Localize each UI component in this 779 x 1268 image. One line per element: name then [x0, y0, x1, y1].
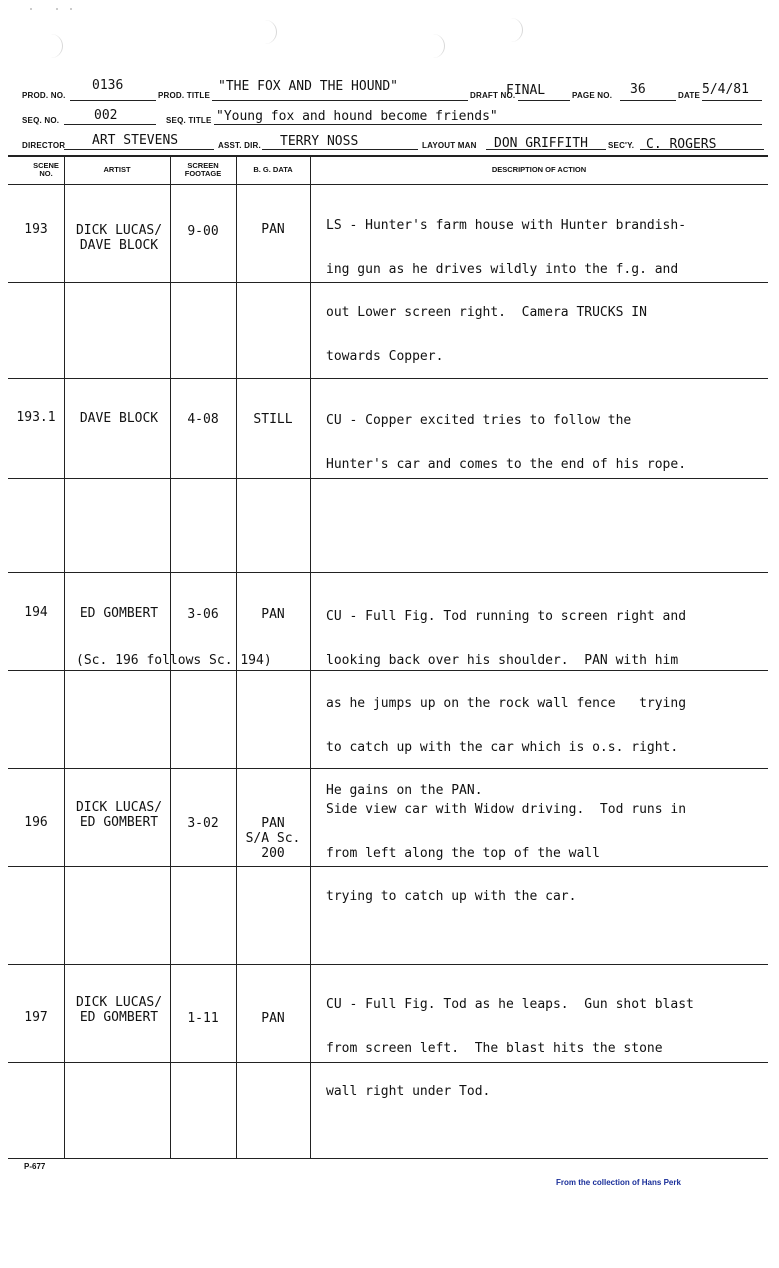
artist-name: [64, 223, 174, 253]
bg-data: PAN: [261, 1011, 285, 1026]
artist-name: [64, 995, 174, 1025]
description-line: CU - Full Fig. Tod as he leaps. Gun shot blast: [326, 997, 694, 1012]
asst-dir-label: ASST. DIR.: [218, 141, 261, 150]
artist-line: DAVE BLOCK: [79, 238, 159, 253]
action-description: [326, 969, 694, 1129]
table-top-rule: [8, 155, 768, 157]
description-line: out Lower screen right. Camera TRUCKS IN: [326, 305, 647, 320]
artist-line: DICK LUCAS/: [75, 995, 163, 1010]
action-description: [326, 385, 686, 501]
prod-title-label: PROD. TITLE: [158, 91, 210, 100]
row-divider: [8, 572, 768, 573]
director-label: DIRECTOR: [22, 141, 66, 150]
underline: [64, 124, 156, 125]
underline: [262, 149, 418, 150]
prod-no-value: 0136: [92, 78, 124, 93]
bg-data: STILL: [253, 412, 293, 427]
punch-hole: [508, 18, 523, 42]
date-value: 5/4/81: [702, 82, 749, 97]
punch-hole: [430, 34, 445, 58]
description-line: He gains on the PAN.: [326, 783, 483, 798]
collection-credit: From the collection of Hans Perk: [556, 1178, 681, 1187]
screen-footage: 9-00: [187, 224, 219, 239]
screen-footage: 4-08: [187, 412, 219, 427]
speck: [56, 8, 58, 10]
description-line: trying to catch up with the car.: [326, 889, 577, 904]
page-no-label: PAGE NO.: [572, 91, 613, 100]
scene-table: [8, 156, 768, 1158]
underline: [702, 100, 762, 101]
secy-value: C. ROGERS: [646, 137, 717, 152]
layout-man-label: LAYOUT MAN: [422, 141, 477, 150]
description-line: looking back over his shoulder. PAN with him: [326, 652, 679, 668]
artist-line: ED GOMBERT: [79, 606, 159, 621]
row-divider: [8, 184, 768, 185]
underline: [64, 149, 214, 150]
description-line: Side view car with Widow driving. Tod runs in: [326, 802, 687, 817]
table-bottom-border: [8, 1158, 768, 1159]
artist-line: DAVE BLOCK: [79, 411, 159, 426]
prod-title-value: "THE FOX AND THE HOUND": [218, 79, 399, 94]
scene-number: 196: [24, 815, 48, 830]
director-value: ART STEVENS: [92, 133, 179, 148]
underline: [70, 100, 156, 101]
scene-number: 193.1: [16, 410, 56, 425]
artist-name: [64, 411, 174, 426]
seq-no-label: SEQ. NO.: [22, 116, 60, 125]
prod-no-label: PROD. NO.: [22, 91, 66, 100]
description-line: from screen left. The blast hits the stone: [326, 1040, 663, 1056]
speck: [30, 8, 32, 10]
artist-line: DICK LUCAS/: [75, 223, 163, 238]
col-header-scene-no: SCENE NO.: [33, 161, 59, 178]
description-line: CU - Copper excited tries to follow the: [326, 413, 632, 428]
artist-name: [64, 800, 174, 830]
description-line: CU - Full Fig. Tod running to screen right and: [326, 609, 687, 624]
description-line: wall right under Tod.: [326, 1084, 491, 1099]
description-line: as he jumps up on the rock wall fence trying: [326, 696, 687, 711]
screen-footage: 1-11: [187, 1011, 219, 1026]
bg-data: PAN: [261, 607, 285, 622]
bg-data: [236, 816, 310, 861]
bg-data: PAN: [261, 222, 285, 237]
page-no-value: 36: [630, 82, 646, 97]
bg-line: 200: [261, 846, 285, 861]
bg-line: PAN: [261, 816, 285, 831]
draft-no-value: FINAL: [506, 83, 546, 98]
punch-hole: [48, 34, 63, 58]
speck: [70, 8, 72, 10]
col-header-bg-data: B. G. DATA: [253, 165, 293, 174]
bg-line: S/A Sc.: [245, 831, 301, 846]
scene-number: 193: [24, 222, 48, 237]
screen-footage: 3-06: [187, 607, 219, 622]
scene-note: (Sc. 196 follows Sc. 194): [76, 653, 272, 668]
secy-label: SEC'Y.: [608, 141, 635, 150]
col-header-screen-footage: SCREEN FOOTAGE: [184, 161, 222, 178]
action-description: [326, 190, 686, 393]
description-line: Hunter's car and comes to the end of his rope.: [326, 456, 687, 472]
artist-name: [64, 606, 174, 621]
seq-title-label: SEQ. TITLE: [166, 116, 212, 125]
col-divider: [310, 156, 311, 1158]
asst-dir-value: TERRY NOSS: [280, 134, 359, 149]
description-line: ing gun as he drives wildly into the f.g. and: [326, 261, 679, 277]
underline: [214, 124, 762, 125]
description-line: to catch up with the car which is o.s. right.: [326, 739, 679, 755]
col-header-artist: ARTIST: [103, 165, 131, 174]
action-description: [326, 774, 686, 934]
description-line: towards Copper.: [326, 348, 444, 364]
screen-footage: 3-02: [187, 816, 219, 831]
punch-hole: [262, 20, 277, 44]
description-line: LS - Hunter's farm house with Hunter brandish-: [326, 218, 687, 233]
row-divider: [8, 964, 768, 965]
description-line: from left along the top of the wall: [326, 845, 600, 861]
date-label: DATE: [678, 91, 700, 100]
seq-title-value: "Young fox and hound become friends": [216, 109, 498, 124]
draft-no-label: DRAFT NO.: [470, 91, 516, 100]
scene-number: 194: [24, 605, 48, 620]
underline: [518, 100, 570, 101]
underline: [620, 100, 676, 101]
artist-line: DICK LUCAS/: [75, 800, 163, 815]
col-header-description: DESCRIPTION OF ACTION: [491, 165, 587, 174]
form-number: P-677: [24, 1162, 46, 1171]
underline: [212, 100, 468, 101]
artist-line: ED GOMBERT: [79, 1010, 159, 1025]
layout-man-value: DON GRIFFITH: [494, 136, 588, 151]
artist-line: ED GOMBERT: [79, 815, 159, 830]
seq-no-value: 002: [94, 108, 118, 123]
scene-number: 197: [24, 1010, 48, 1025]
